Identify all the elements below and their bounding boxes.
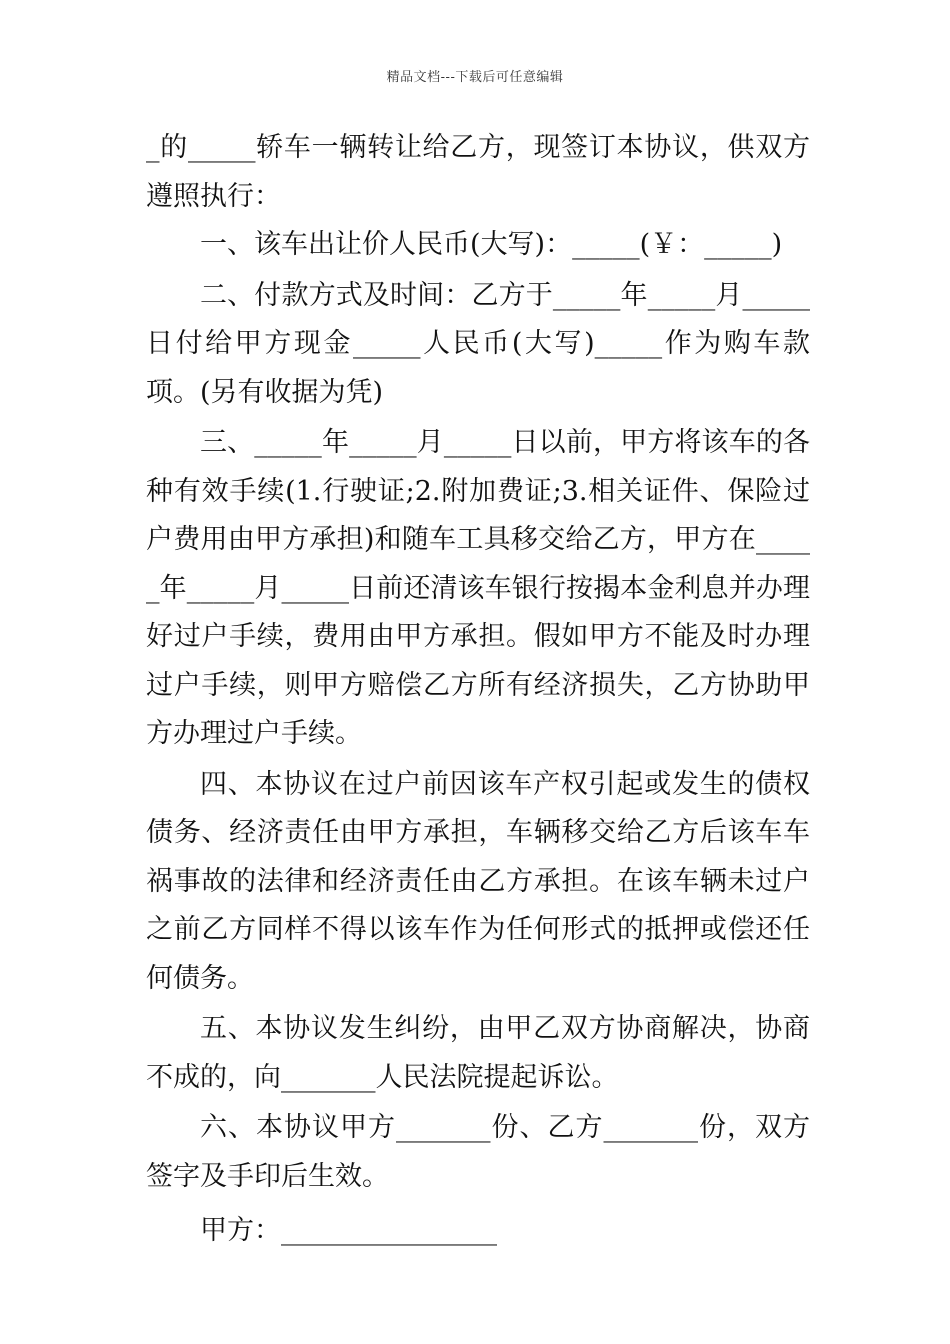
clause-1-price: 一、该车出让价人民币(大写)：_____(￥：_____) bbox=[200, 229, 783, 260]
page-header: 精品文档---下载后可任意编辑 bbox=[386, 70, 564, 85]
paragraph-intro: _的_____轿车一辆转让给乙方，现签订本协议，供双方遵照执行： bbox=[146, 132, 810, 212]
party-a-signature-line: 甲方：________________ bbox=[200, 1215, 497, 1246]
clause-6-copies: 六、本协议甲方_______份、乙方_______份，双方签字及手印后生效。 bbox=[146, 1112, 810, 1192]
clause-3-transfer: 三、_____年_____月_____日以前，甲方将该车的各种有效手续(1.行驶证;2.附加费证;3.相关证件、保险过户费用由甲方承担)和随车工具移交给乙方，甲方在_____年_____月_____日前还清该车银行按揭本金利息并办理好过户手续，费用由甲方承担。假如甲方不能及时办理过户手续，则甲方赔偿乙方所有经济损失，乙方协助甲方办理过户手续。 bbox=[146, 427, 810, 749]
clause-4-liability: 四、本协议在过户前因该车产权引起或发生的债权债务、经济责任由甲方承担，车辆移交给乙方后该车车祸事故的法律和经济责任由乙方承担。在该车辆未过户之前乙方同样不得以该车作为任何形式的抵押或偿还任何债务。 bbox=[146, 768, 810, 994]
clause-2-payment: 二、付款方式及时间：乙方于_____年_____月_____日付给甲方现金_____人民币(大写)_____作为购车款项。(另有收据为凭) bbox=[146, 279, 810, 408]
document-body bbox=[146, 124, 810, 1256]
clause-5-dispute: 五、本协议发生纠纷，由甲乙双方协商解决，协商不成的，向_______人民法院提起诉讼。 bbox=[146, 1013, 810, 1093]
